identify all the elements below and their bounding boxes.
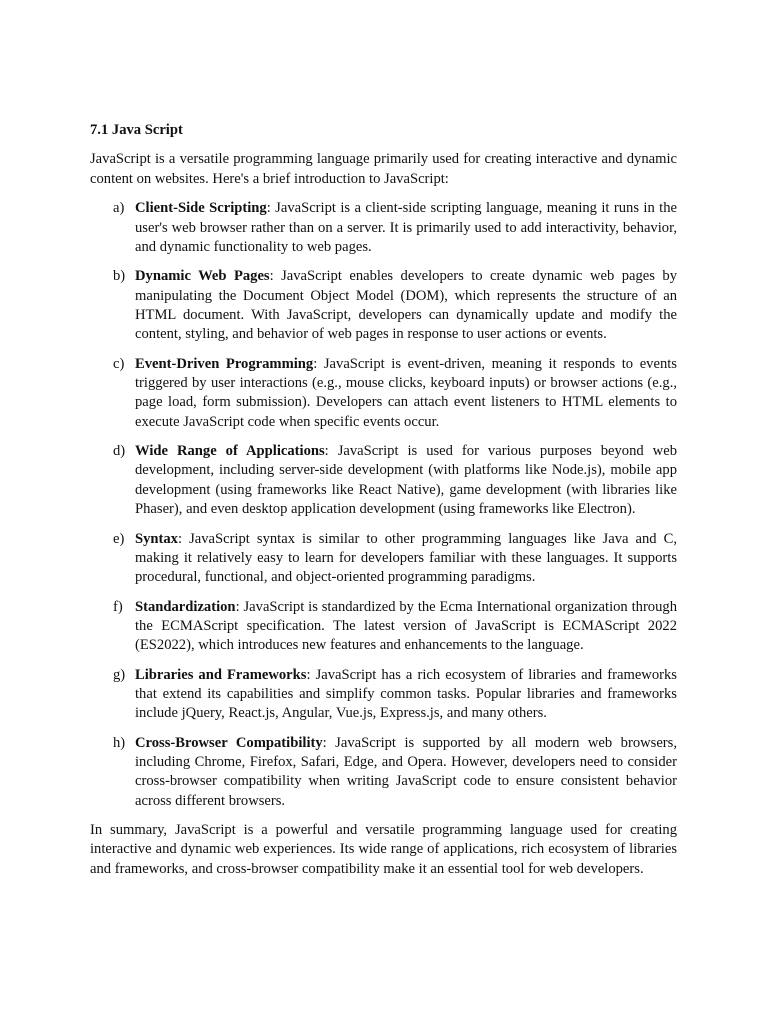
list-item bbox=[90, 355, 677, 433]
list-item-text: : JavaScript has a rich ecosystem of libraries and frameworks that extend its capabilities and simplify common tasks. Popular libraries and frameworks include jQuery, React.js, Angular, Vue.js, Express.js, and many others. bbox=[135, 666, 677, 722]
list-item-term: Event-Driven Programming bbox=[135, 355, 314, 372]
list-marker: e) bbox=[113, 530, 125, 547]
intro-paragraph: JavaScript is a versatile programming language primarily used for creating interactive and dynamic content on websites. Here's a brief introduction to JavaScript: bbox=[90, 151, 677, 187]
list-marker: d) bbox=[113, 443, 126, 460]
list-item-term: Standardization bbox=[135, 598, 236, 615]
feature-list bbox=[90, 199, 677, 811]
list-marker: g) bbox=[113, 666, 126, 683]
list-item-term: Libraries and Frameworks bbox=[135, 666, 307, 683]
list-item-term: Cross-Browser Compatibility bbox=[135, 734, 323, 751]
list-item-text: : JavaScript is used for various purposes beyond web development, including server-side development (with platforms like Node.js), mobile app development (using frameworks like React Native), game development (with libraries like Phaser), and even desktop application development (using frameworks like Electron). bbox=[135, 443, 677, 518]
list-item-text: : JavaScript is standardized by the Ecma International organization through the ECMAScript specification. The latest version of JavaScript is ECMAScript 2022 (ES2022), which introduces new features and enhancements to the language. bbox=[135, 598, 677, 654]
list-marker: f) bbox=[113, 598, 123, 615]
list-item-text: : JavaScript is supported by all modern web browsers, including Chrome, Firefox, Safari, Edge, and Opera. However, developers need to consider cross-browser compatibility when writing JavaScript code to ensure consistent behavior across different browsers. bbox=[135, 734, 677, 809]
list-item bbox=[90, 442, 677, 520]
list-item-text: : JavaScript is a client-side scripting language, meaning it runs in the user's web browser rather than on a server. It is primarily used to add interactivity, behavior, and dynamic functionality to web pages. bbox=[135, 200, 677, 256]
list-item-text: : JavaScript syntax is similar to other programming languages like Java and C, making it relatively easy to learn for developers familiar with these languages. It supports procedural, functional, and object-oriented programming paradigms. bbox=[135, 530, 677, 586]
list-item bbox=[90, 530, 677, 588]
section-heading: 7.1 Java Script bbox=[90, 122, 183, 138]
list-item-term: Wide Range of Applications bbox=[135, 443, 325, 460]
list-item bbox=[90, 267, 677, 345]
list-marker: a) bbox=[113, 200, 125, 217]
list-item-term: Dynamic Web Pages bbox=[135, 268, 270, 285]
list-marker: h) bbox=[113, 734, 126, 751]
document-page bbox=[90, 121, 677, 879]
list-item-term: Syntax bbox=[135, 530, 178, 547]
list-item bbox=[90, 734, 677, 812]
summary-paragraph: In summary, JavaScript is a powerful and versatile programming language used for creating interactive and dynamic web experiences. Its wide range of applications, rich ecosystem of libraries and frameworks, and cross-browser compatibility make it an essential tool for web developers. bbox=[90, 821, 677, 877]
list-marker: b) bbox=[113, 268, 126, 285]
list-item-text: : JavaScript enables developers to create dynamic web pages by manipulating the Document Object Model (DOM), which represents the structure of an HTML document. With JavaScript, developers can dynamically update and modify the content, styling, and behavior of web pages in response to user actions or events. bbox=[135, 268, 677, 343]
list-item bbox=[90, 598, 677, 656]
list-item-term: Client-Side Scripting bbox=[135, 200, 267, 217]
list-marker: c) bbox=[113, 355, 125, 372]
list-item-text: : JavaScript is event-driven, meaning it responds to events triggered by user interactions (e.g., mouse clicks, keyboard inputs) or browser actions (e.g., page load, form submission). Developers can attach event listeners to HTML elements to execute JavaScript code when specific events occur. bbox=[135, 355, 677, 430]
list-item bbox=[90, 199, 677, 257]
list-item bbox=[90, 666, 677, 724]
